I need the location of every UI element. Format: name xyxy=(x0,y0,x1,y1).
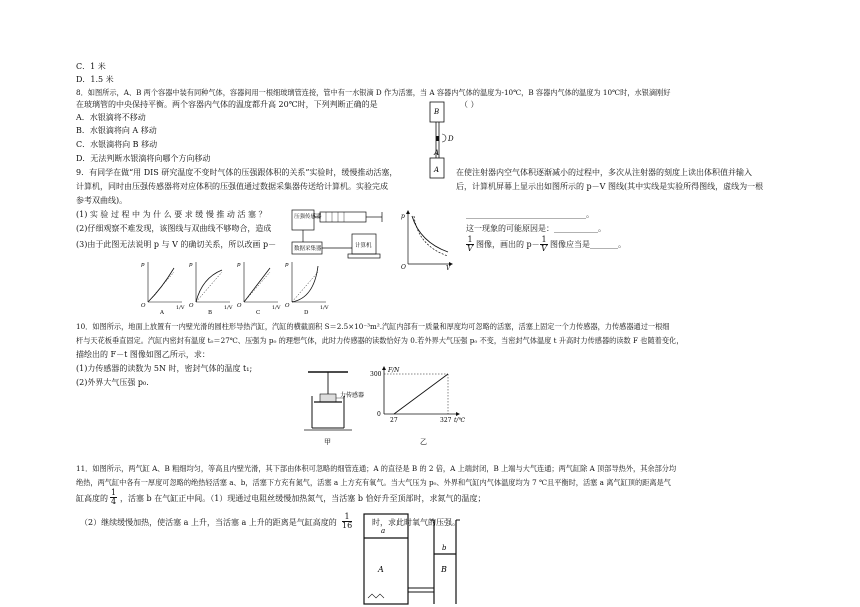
q9-sub2: (2)仔细观察不难发现，该图线与双曲线不够吻合，造成 xyxy=(76,224,272,233)
q7-option-d: D．1.5 米 xyxy=(76,75,114,84)
origin-o: O xyxy=(401,264,406,270)
pressure-sensor-box xyxy=(292,210,314,230)
q9-stem-line2: 计算机，同时由压强传感器将对应体积的压强值通过数据采集器传送给计算机。实验完成 xyxy=(76,182,388,191)
option-curve xyxy=(292,266,318,302)
axis-p: p xyxy=(237,262,241,268)
data-collector-label: 数据采集器 xyxy=(294,246,322,252)
force-sensor xyxy=(320,394,336,402)
axis-t: t/℃ xyxy=(454,417,466,424)
option-curve xyxy=(148,268,174,302)
q11-stem-line1: 11．如图所示，两气缸 A、B 粗细均匀，等高且内壁光滑，其下部由体积可忽略的细管连通；A 的直径是 B 的 2 倍，A 上端封闭，B 上端与大气连通；两气缸除 A 顶部导热外，其余部分均 xyxy=(76,464,677,473)
q11-stem-line3a: 缸高度的 xyxy=(76,494,108,503)
cylinder-a xyxy=(364,514,408,604)
axis-1-over-v: 1/V xyxy=(320,305,329,311)
origin-o: O xyxy=(189,303,194,309)
q11-stem-line2: 绝热，两气缸中各有一厚度可忽略的绝热轻活塞 a、b，活塞下方充有氮气，活塞 a 上方充有氧气。当大气压为 p₀、外界和气缸内气体温度均为 7 ℃且平衡时，活塞 a 离气缸顶的距离是气 xyxy=(76,478,671,487)
heating-wire xyxy=(368,594,384,598)
label-cylinder-a: A xyxy=(378,565,384,574)
q8-option-d: D．无法判断水银滴将向哪个方向移动 xyxy=(76,154,211,163)
option-graph-a xyxy=(141,262,185,316)
option-curve xyxy=(244,268,270,302)
pressure-sensor-label: 压强传感器 xyxy=(294,214,322,220)
reference-line xyxy=(292,272,318,302)
frac-den: 4 xyxy=(110,497,117,506)
option-label: A xyxy=(160,310,164,316)
tick-300: 300 xyxy=(370,371,382,378)
q10-figure-yi-ft-graph xyxy=(368,364,478,454)
caption-jia: 甲 xyxy=(324,438,331,446)
q8-option-c: C．水银滴将向 B 移动 xyxy=(76,140,158,149)
q8-stem-line2: 在玻璃管的中央保持平衡。两个容器内气体的温度都升高 20℃时，下列判断正确的是 xyxy=(76,100,378,109)
q10-stem-line1: 10．如图所示，地面上放置有一内壁光滑的圆柱形导热汽缸，汽缸的横截面积 S＝2.5×10⁻³m².汽缸内部有一质量和厚度均可忽略的活塞，活塞上固定一个力传感器，力传感器通过一根细 xyxy=(76,322,670,331)
option-graph-b xyxy=(189,262,233,316)
q9-answer-line3a: 图像，画出的 p－ xyxy=(476,240,540,249)
label-a: A xyxy=(434,166,440,174)
frac-num: 1 xyxy=(467,235,473,244)
axis-v: V xyxy=(446,265,451,270)
q9-sub1: (1) 实 验 过 程 中 为 什 么 要 求 缓 慢 推 动 活 塞 ？ xyxy=(76,210,267,219)
q9-stem-line3: 参考双曲线)。 xyxy=(76,196,128,205)
axis-p: p xyxy=(141,262,145,268)
q9-stem-line1-right: 在使注射器内空气体积逐渐减小的过程中，多次从注射器的刻度上读出体积值并输入 xyxy=(456,168,752,177)
option-label: B xyxy=(208,310,213,316)
mercury-drop xyxy=(436,136,439,141)
q9-option-graphs xyxy=(140,258,340,316)
origin-o: O xyxy=(285,303,290,309)
q10-sub2: (2)外界大气压强 p₀. xyxy=(76,378,149,387)
q10-stem-line2: 杆与天花板垂直固定。汽缸内密封有温度 t₀＝27℃、压强为 p₀ 的理想气体，此时力传感器的读数恰好为 0.若外界大气压强 p₀ 不变，当密封气体温度 t 升高时力传感器的读数 F 也随着变化， xyxy=(76,336,684,345)
frac-den: 16 xyxy=(342,521,353,530)
axis-1-over-v: 1/V xyxy=(176,305,185,311)
q8-option-a: A．水银滴将不移动 xyxy=(76,113,146,122)
q8-stem-line1: 8．如图所示，A、B 两个容器中装有同种气体，容器间用一根细玻璃管连接，管中有一水银滴 D 作为活塞，当 A 容器内气体的温度为-10℃，B 容器内气体的温度为 10℃时，水银滴刚好 xyxy=(76,88,671,97)
origin-o: O xyxy=(141,303,146,309)
option-graph-c xyxy=(237,262,281,316)
axis-f: F/N xyxy=(388,367,400,374)
ft-line xyxy=(394,374,448,414)
frac-num: 1 xyxy=(541,235,547,244)
q11-figure xyxy=(350,510,480,607)
q9-pv-graph xyxy=(398,208,454,270)
label-d: D xyxy=(448,135,454,143)
q9-frac-1-over-v xyxy=(466,236,474,253)
q11-frac-1-4 xyxy=(110,489,117,506)
tick-27: 27 xyxy=(390,417,398,424)
computer-label: 计算机 xyxy=(355,243,372,249)
q10-figure-jia xyxy=(298,364,378,454)
axis-p: p xyxy=(401,213,405,220)
option-label: D xyxy=(304,310,309,316)
label-b: B xyxy=(434,108,440,116)
q9-sub3: (3)由于此图无法说明 p 与 V 的确切关系，所以改画 p－ xyxy=(76,240,277,249)
axis-p: p xyxy=(285,262,289,268)
q9-stem-line2-right: 后，计算机屏幕上显示出如图所示的 p－V 图线(其中实线是实验所得图线，虚线为一根 xyxy=(456,182,764,191)
q8-option-b: B．水银滴将向 A 移动 xyxy=(76,126,157,135)
q9-answer-line1: ______________________________。 xyxy=(466,210,594,219)
tick-0: 0 xyxy=(377,411,381,418)
axis-1-over-v: 1/V xyxy=(224,305,233,311)
frac-num: 1 xyxy=(342,513,352,522)
origin-o: O xyxy=(237,303,242,309)
option-graph-d xyxy=(285,262,329,316)
q9-answer-line3b: 图像应当是_______。 xyxy=(550,240,626,249)
q11-sub2-a: （2）继续缓慢加热，使活塞 a 上升，当活塞 a 上升的距离是气缸高度的 xyxy=(80,518,337,527)
label-a: a xyxy=(381,527,386,535)
label-b: b xyxy=(442,544,447,552)
frac-den: V xyxy=(467,244,473,253)
force-sensor-label: 力传感器 xyxy=(340,392,365,399)
axis-1-over-v: 1/V xyxy=(272,305,281,311)
q10-stem-line3: 描绘出的 F－t 图像如图乙所示，求： xyxy=(76,350,210,359)
q10-sub1: (1)力传感器的读数为 5N 时，密封气体的温度 t₁; xyxy=(76,364,253,373)
frac-num: 1 xyxy=(110,488,117,497)
frac-den: V xyxy=(541,244,547,253)
tick-327: 327 xyxy=(440,417,452,424)
q9-answer-line2: 这一现象的可能原因是：___________。 xyxy=(466,224,606,233)
caption-yi: 乙 xyxy=(420,438,427,446)
reference-line xyxy=(196,272,222,302)
syringe xyxy=(320,212,366,222)
q11-stem-line3b: ，活塞 b 在气缸正中间。（1）现通过电阻丝缓慢加热氮气，当活塞 b 恰好升至顶部时，求氮气的温度； xyxy=(120,494,486,503)
label-a-top: A xyxy=(434,149,440,157)
axis-p: p xyxy=(189,262,193,268)
q9-frac-1-over-v-2 xyxy=(540,236,548,253)
label-cylinder-b: B xyxy=(441,565,447,574)
q7-option-c: C．1 米 xyxy=(76,62,106,71)
q8-answer-paren: （ ） xyxy=(460,100,479,109)
option-label: C xyxy=(256,310,261,316)
q9-stem-line1: 9．有同学在做“用 DIS 研究温度不变时气体的压强跟体积的关系”实验时，缓慢推动活塞， xyxy=(76,168,398,177)
q11-sub2-b: 时，求此时氧气的压强。 xyxy=(372,518,460,527)
